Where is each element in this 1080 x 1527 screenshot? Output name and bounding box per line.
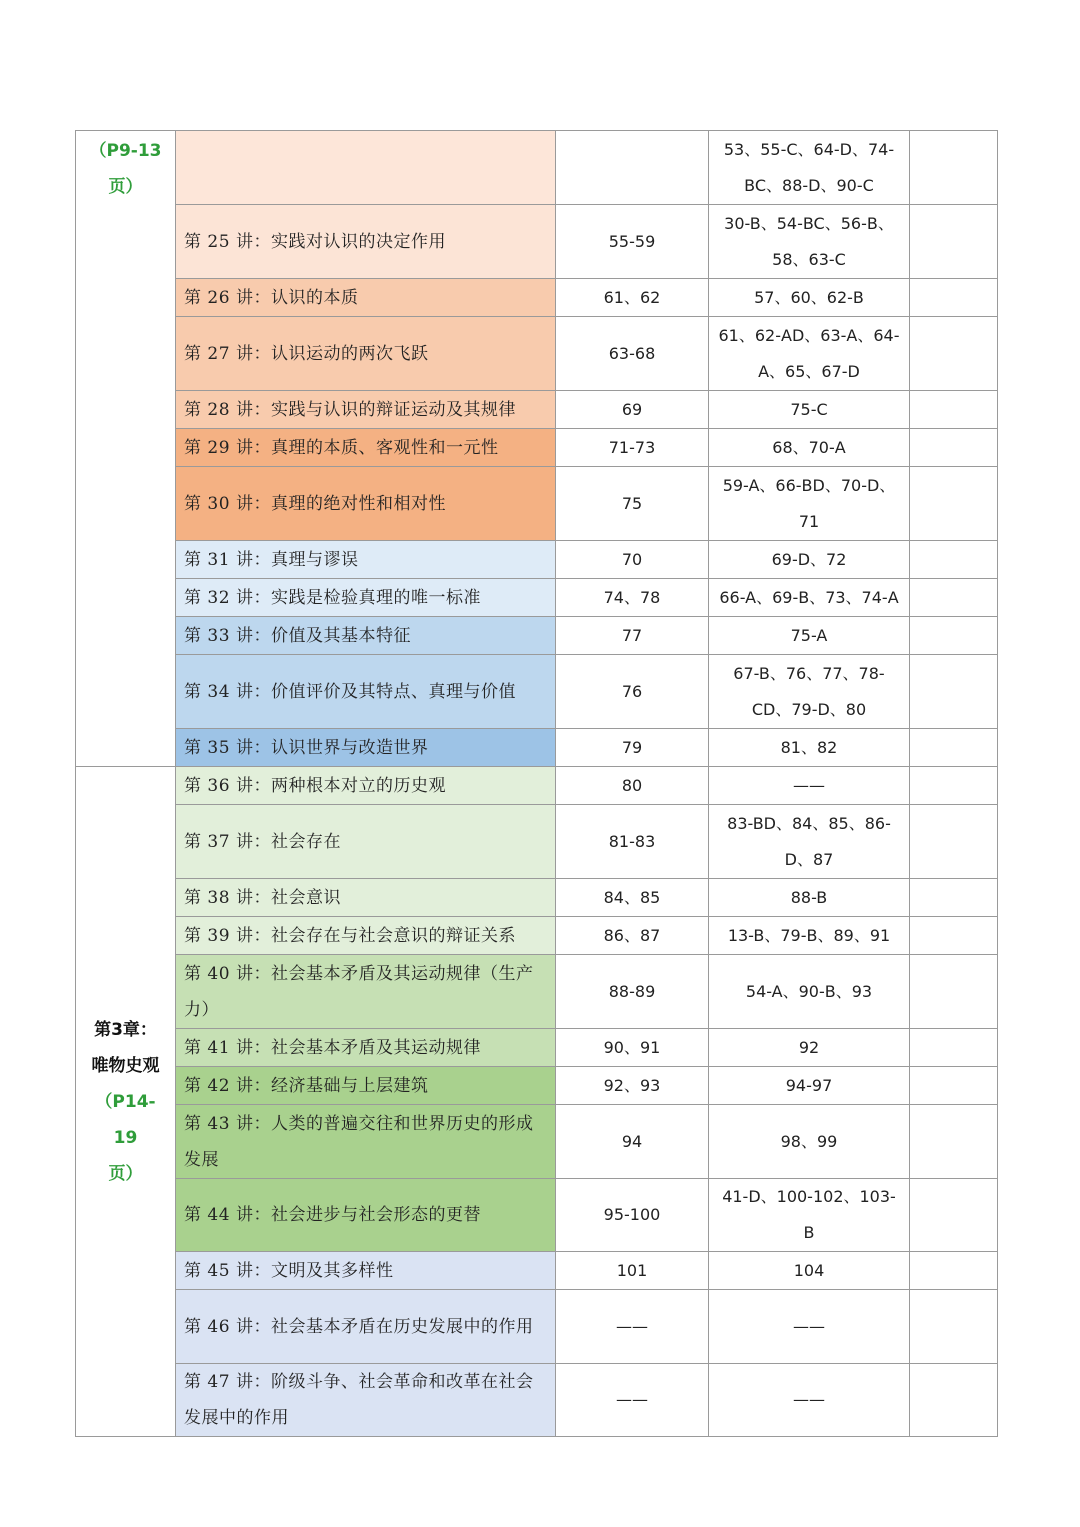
pages-cell: —— xyxy=(556,1364,709,1437)
chapter-label-line: 页） xyxy=(108,177,143,197)
lecture-cell xyxy=(176,131,556,205)
pages-cell: 95-100 xyxy=(556,1179,709,1252)
table-body xyxy=(76,131,998,1437)
pages-cell: 88-89 xyxy=(556,955,709,1029)
table-row xyxy=(76,955,998,1029)
pages-cell: 71-73 xyxy=(556,429,709,467)
blank-cell xyxy=(910,955,998,1029)
lecture-cell: 第 41 讲：社会基本矛盾及其运动规律 xyxy=(176,1029,556,1067)
table-row xyxy=(76,1105,998,1179)
blank-cell xyxy=(910,391,998,429)
blank-cell xyxy=(910,541,998,579)
table-row xyxy=(76,541,998,579)
blank-cell xyxy=(910,1029,998,1067)
pages-cell: 76 xyxy=(556,655,709,729)
answers-cell: 54-A、90-B、93 xyxy=(709,955,910,1029)
lecture-cell: 第 44 讲：社会进步与社会形态的更替 xyxy=(176,1179,556,1252)
pages-cell: 55-59 xyxy=(556,205,709,279)
table-row xyxy=(76,579,998,617)
lecture-cell: 第 46 讲：社会基本矛盾在历史发展中的作用 xyxy=(176,1290,556,1364)
answers-cell: 30-B、54-BC、56-B、58、63-C xyxy=(709,205,910,279)
blank-cell xyxy=(910,1067,998,1105)
pages-cell: 70 xyxy=(556,541,709,579)
pages-cell: 101 xyxy=(556,1252,709,1290)
answers-cell: 98、99 xyxy=(709,1105,910,1179)
table-row xyxy=(76,205,998,279)
blank-cell xyxy=(910,917,998,955)
pages-cell: 75 xyxy=(556,467,709,541)
pages-cell: 80 xyxy=(556,767,709,805)
answers-cell: 81、82 xyxy=(709,729,910,767)
table-row xyxy=(76,917,998,955)
table-row xyxy=(76,279,998,317)
pages-cell: 92、93 xyxy=(556,1067,709,1105)
table-row xyxy=(76,1179,998,1252)
lecture-cell: 第 35 讲：认识世界与改造世界 xyxy=(176,729,556,767)
pages-cell: 77 xyxy=(556,617,709,655)
blank-cell xyxy=(910,205,998,279)
answers-cell: —— xyxy=(709,1364,910,1437)
blank-cell xyxy=(910,467,998,541)
blank-cell xyxy=(910,879,998,917)
blank-cell xyxy=(910,1179,998,1252)
table-row xyxy=(76,1029,998,1067)
table-row xyxy=(76,729,998,767)
table-row xyxy=(76,131,998,205)
blank-cell xyxy=(910,1105,998,1179)
blank-cell xyxy=(910,1252,998,1290)
answers-cell: 83-BD、84、85、86-D、87 xyxy=(709,805,910,879)
lecture-cell: 第 28 讲：实践与认识的辩证运动及其规律 xyxy=(176,391,556,429)
table-row xyxy=(76,391,998,429)
table-row xyxy=(76,1252,998,1290)
table-row xyxy=(76,1290,998,1364)
lecture-cell: 第 47 讲：阶级斗争、社会革命和改革在社会发展中的作用 xyxy=(176,1364,556,1437)
lecture-cell: 第 29 讲：真理的本质、客观性和一元性 xyxy=(176,429,556,467)
pages-cell xyxy=(556,131,709,205)
pages-cell: —— xyxy=(556,1290,709,1364)
table-row xyxy=(76,467,998,541)
lecture-cell: 第 45 讲：文明及其多样性 xyxy=(176,1252,556,1290)
answers-cell: 59-A、66-BD、70-D、71 xyxy=(709,467,910,541)
table-row xyxy=(76,317,998,391)
lecture-cell: 第 32 讲：实践是检验真理的唯一标准 xyxy=(176,579,556,617)
lecture-cell: 第 42 讲：经济基础与上层建筑 xyxy=(176,1067,556,1105)
blank-cell xyxy=(910,767,998,805)
chapter-label-line: （P9-13 xyxy=(89,141,162,161)
answers-cell: 67-B、76、77、78-CD、79-D、80 xyxy=(709,655,910,729)
chapter-label-line: 唯物史观 xyxy=(91,1055,160,1076)
chapter-cell xyxy=(76,767,176,1437)
answers-cell: —— xyxy=(709,767,910,805)
chapter-label-line: 页） xyxy=(108,1163,143,1184)
pages-cell: 61、62 xyxy=(556,279,709,317)
answers-cell: 75-C xyxy=(709,391,910,429)
blank-cell xyxy=(910,617,998,655)
lecture-cell: 第 31 讲：真理与谬误 xyxy=(176,541,556,579)
pages-cell: 84、85 xyxy=(556,879,709,917)
lecture-cell: 第 34 讲：价值评价及其特点、真理与价值 xyxy=(176,655,556,729)
lecture-cell: 第 40 讲：社会基本矛盾及其运动规律（生产力） xyxy=(176,955,556,1029)
pages-cell: 63-68 xyxy=(556,317,709,391)
pages-cell: 79 xyxy=(556,729,709,767)
answers-cell: 13-B、79-B、89、91 xyxy=(709,917,910,955)
answers-cell: —— xyxy=(709,1290,910,1364)
lecture-cell: 第 25 讲：实践对认识的决定作用 xyxy=(176,205,556,279)
blank-cell xyxy=(910,579,998,617)
table-row xyxy=(76,1067,998,1105)
answers-cell: 88-B xyxy=(709,879,910,917)
answers-cell: 75-A xyxy=(709,617,910,655)
table-row xyxy=(76,655,998,729)
chapter-cell xyxy=(76,131,176,767)
blank-cell xyxy=(910,805,998,879)
pages-cell: 81-83 xyxy=(556,805,709,879)
answers-cell: 53、55-C、64-D、74-BC、88-D、90-C xyxy=(709,131,910,205)
lecture-cell: 第 30 讲：真理的绝对性和相对性 xyxy=(176,467,556,541)
study-plan-table xyxy=(75,130,998,1437)
table-row xyxy=(76,879,998,917)
chapter-label-line: 第3章： xyxy=(94,1019,157,1040)
answers-cell: 66-A、69-B、73、74-A xyxy=(709,579,910,617)
lecture-cell: 第 33 讲：价值及其基本特征 xyxy=(176,617,556,655)
blank-cell xyxy=(910,1364,998,1437)
answers-cell: 61、62-AD、63-A、64-A、65、67-D xyxy=(709,317,910,391)
answers-cell: 104 xyxy=(709,1252,910,1290)
answers-cell: 69-D、72 xyxy=(709,541,910,579)
blank-cell xyxy=(910,429,998,467)
lecture-cell: 第 36 讲：两种根本对立的历史观 xyxy=(176,767,556,805)
lecture-cell: 第 37 讲：社会存在 xyxy=(176,805,556,879)
blank-cell xyxy=(910,279,998,317)
pages-cell: 86、87 xyxy=(556,917,709,955)
table-row xyxy=(76,617,998,655)
answers-cell: 68、70-A xyxy=(709,429,910,467)
answers-cell: 57、60、62-B xyxy=(709,279,910,317)
answers-cell: 41-D、100-102、103-B xyxy=(709,1179,910,1252)
table-row xyxy=(76,1364,998,1437)
lecture-cell: 第 39 讲：社会存在与社会意识的辩证关系 xyxy=(176,917,556,955)
blank-cell xyxy=(910,317,998,391)
pages-cell: 94 xyxy=(556,1105,709,1179)
blank-cell xyxy=(910,131,998,205)
chapter-label-line: （P14-19 xyxy=(95,1091,156,1148)
answers-cell: 94-97 xyxy=(709,1067,910,1105)
lecture-cell: 第 26 讲：认识的本质 xyxy=(176,279,556,317)
lecture-cell: 第 27 讲：认识运动的两次飞跃 xyxy=(176,317,556,391)
pages-cell: 74、78 xyxy=(556,579,709,617)
table-row xyxy=(76,805,998,879)
lecture-cell: 第 43 讲：人类的普遍交往和世界历史的形成发展 xyxy=(176,1105,556,1179)
answers-cell: 92 xyxy=(709,1029,910,1067)
table-row xyxy=(76,429,998,467)
blank-cell xyxy=(910,729,998,767)
pages-cell: 90、91 xyxy=(556,1029,709,1067)
pages-cell: 69 xyxy=(556,391,709,429)
blank-cell xyxy=(910,655,998,729)
blank-cell xyxy=(910,1290,998,1364)
lecture-cell: 第 38 讲：社会意识 xyxy=(176,879,556,917)
table-row xyxy=(76,767,998,805)
